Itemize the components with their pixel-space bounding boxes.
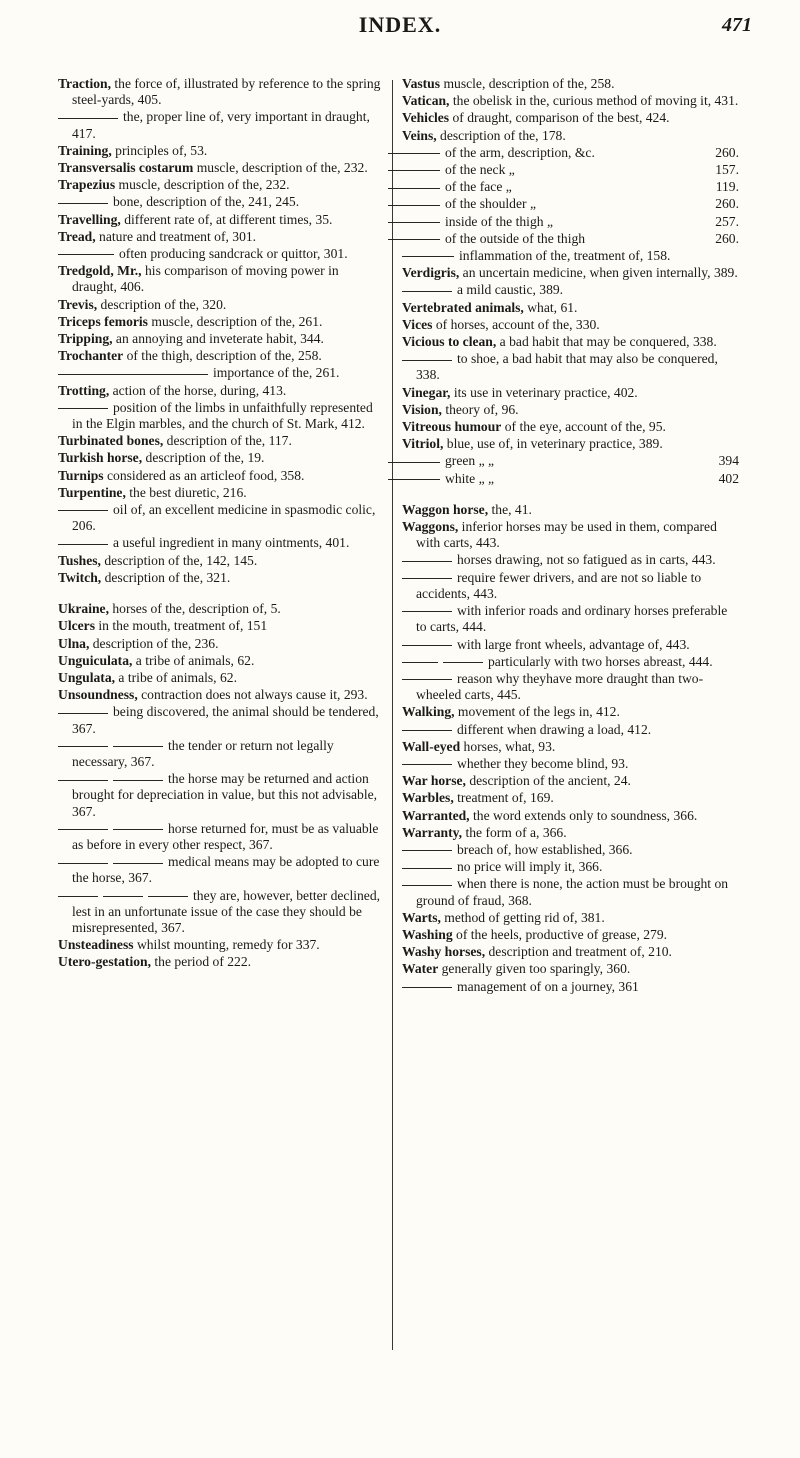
entry-text: horses of the, description of, 5.: [108, 601, 281, 617]
entry-text: description of the, 117.: [163, 433, 292, 449]
subentry-page: 260.: [715, 144, 739, 160]
entry-text: an annoying and inveterate habit, 344.: [112, 331, 324, 347]
dash-rule: [402, 850, 452, 851]
entry-text: principles of, 53.: [111, 142, 208, 158]
subentry-label-wrap: [402, 145, 595, 161]
entry-text: what, 61.: [523, 299, 578, 315]
subentry-text: reason why theyhave more draught than two-wheeled carts, 445.: [416, 670, 704, 703]
entry-text: muscle, description of the, 232.: [193, 160, 368, 176]
dash-rule: [58, 896, 98, 897]
letter-gap: [58, 587, 385, 601]
dash-rule: [388, 205, 440, 206]
index-entry: [58, 212, 385, 228]
index-entry: [402, 76, 739, 92]
index-entry: [402, 739, 739, 755]
subentry-text: management of on a journey, 361: [457, 978, 639, 994]
index-entry: [402, 502, 739, 518]
entry-text: the best diuretic, 216.: [125, 484, 247, 500]
subentry-text: a useful ingredient in many ointments, 401.: [113, 535, 350, 551]
index-subentry: [402, 876, 739, 908]
subentry-text: particularly with two horses abreast, 444.: [488, 653, 713, 669]
index-entry: [58, 229, 385, 245]
subentry-page: 119.: [715, 179, 739, 195]
index-entry: [402, 519, 739, 551]
dash-rule: [402, 679, 452, 680]
dash-rule: [402, 291, 452, 292]
entry-heading: Vinegar,: [402, 384, 451, 400]
index-subentry: [402, 859, 739, 875]
dash-rule: [58, 374, 208, 375]
entry-text: in the mouth, treatment of, 151: [95, 618, 268, 634]
entry-heading: Wall-eyed: [402, 738, 461, 754]
entry-heading: Vicious to clean,: [402, 334, 497, 350]
entry-heading: Turnips: [58, 467, 104, 483]
entry-heading: Twitch,: [58, 569, 102, 585]
index-entry: [402, 419, 739, 435]
dash-rule: [58, 118, 118, 119]
index-entry: [402, 910, 739, 926]
entry-text: muscle, description of the, 261.: [147, 313, 323, 329]
subentry-label: of the face „: [445, 179, 512, 195]
dash-rule: [103, 896, 143, 897]
dash-rule: [402, 578, 452, 579]
entry-text: the obelisk in the, curious method of moving it, 431.: [449, 93, 739, 109]
index-entry: [58, 297, 385, 313]
index-subentry-row: [402, 231, 739, 247]
entry-heading: Ulcers: [58, 618, 95, 634]
entry-heading: Turpentine,: [58, 484, 126, 500]
entry-heading: Vision,: [402, 401, 442, 417]
subentry-label-wrap: [402, 214, 553, 230]
entry-heading: War horse,: [402, 773, 466, 789]
subentry-text: being discovered, the animal should be tendered, 367.: [72, 704, 379, 736]
dash-rule: [402, 561, 452, 562]
index-entry: [58, 348, 385, 364]
dash-rule: [113, 863, 163, 864]
index-entry: [58, 468, 385, 484]
index-entry: [402, 402, 739, 418]
entry-heading: Tredgold, Mr.,: [58, 263, 142, 279]
index-column-left: [58, 76, 385, 972]
index-subentry: [58, 502, 385, 534]
entry-text: description of the, 178.: [436, 127, 566, 143]
entry-text: whilst mounting, remedy for 337.: [133, 937, 320, 953]
entry-heading: Walking,: [402, 704, 455, 720]
dash-rule: [58, 713, 108, 714]
index-entry: [402, 773, 739, 789]
index-subentry: [58, 771, 385, 820]
index-subentry-row: [402, 162, 739, 178]
dash-rule: [443, 662, 483, 663]
dash-rule: [402, 764, 452, 765]
subentry-page: 260.: [715, 230, 739, 246]
dash-rule: [58, 254, 114, 255]
index-subentry: [58, 854, 385, 886]
index-subentry: [402, 282, 739, 298]
entry-text: the form of a, 366.: [462, 824, 567, 840]
index-subentry: [402, 351, 739, 383]
subentry-text: breach of, how established, 366.: [457, 841, 633, 857]
dash-rule: [58, 544, 108, 545]
subentry-text: often producing sandcrack or quittor, 301.: [119, 246, 348, 262]
dash-rule: [388, 222, 440, 223]
entry-heading: Trevis,: [58, 296, 98, 312]
index-entry: [58, 553, 385, 569]
entry-text: of the eye, account of the, 95.: [501, 419, 666, 435]
entry-heading: Washing: [402, 926, 453, 942]
entry-heading: Waggons,: [402, 519, 459, 535]
dash-rule: [113, 746, 163, 747]
subentry-label-wrap: [402, 196, 536, 212]
entry-text: the period of 222.: [151, 954, 252, 970]
dash-rule: [388, 239, 440, 240]
dash-rule: [402, 987, 452, 988]
index-entry: [402, 944, 739, 960]
entry-heading: Unguiculata,: [58, 652, 133, 668]
entry-text: description of the, 236.: [89, 635, 219, 651]
index-entry: [402, 110, 739, 126]
dash-rule: [388, 462, 440, 463]
entry-text: the, 41.: [488, 501, 532, 517]
subentry-text: with inferior roads and ordinary horses preferable to carts, 444.: [416, 603, 728, 635]
entry-text: of the heels, productive of grease, 279.: [452, 926, 668, 942]
entry-heading: Utero-gestation,: [58, 954, 151, 970]
entry-text: description of the, 320.: [97, 296, 227, 312]
entry-heading: Triceps femoris: [58, 313, 148, 329]
entry-text: of horses, account of the, 330.: [432, 316, 600, 332]
index-entry: [58, 143, 385, 159]
index-entry: [58, 570, 385, 586]
subentry-page: 260.: [715, 196, 739, 212]
entry-heading: Warranted,: [402, 807, 470, 823]
entry-heading: Veins,: [402, 127, 437, 143]
entry-text: generally given too sparingly, 360.: [438, 961, 631, 977]
dash-rule: [58, 863, 108, 864]
entry-text: inferior horses may be used in them, compared with carts, 443.: [416, 519, 717, 551]
index-entry: [402, 927, 739, 943]
entry-text: muscle, description of the, 232.: [115, 177, 290, 193]
subentry-text: horse returned for, must be as valuable as before in every other respect, 367.: [72, 820, 379, 852]
index-subentry: [402, 248, 739, 264]
index-entry: [402, 128, 739, 144]
index-entry: [58, 383, 385, 399]
subentry-text: the tender or return not legally necessary, 367.: [72, 737, 334, 769]
entry-text: description of the, 321.: [101, 569, 231, 585]
page-header: [0, 12, 800, 46]
index-entry: [402, 265, 739, 281]
index-subentry: [402, 671, 739, 703]
index-subentry: [58, 109, 385, 141]
entry-text: of the thigh, description of the, 258.: [123, 348, 322, 364]
index-subentry: [58, 194, 385, 210]
entry-heading: Warbles,: [402, 790, 454, 806]
entry-heading: Vitreous humour: [402, 419, 502, 435]
dash-rule: [388, 153, 440, 154]
dash-rule: [113, 829, 163, 830]
subentry-page: 402: [718, 470, 739, 486]
entry-text: movement of the legs in, 412.: [454, 704, 620, 720]
subentry-text: require fewer drivers, and are not so liable to accidents, 443.: [416, 569, 702, 601]
entry-heading: Water: [402, 961, 439, 977]
entry-heading: Warranty,: [402, 824, 463, 840]
index-subentry: [402, 756, 739, 772]
index-entry: [402, 961, 739, 977]
entry-heading: Turbinated bones,: [58, 433, 164, 449]
entry-text: description of the, 142, 145.: [100, 552, 258, 568]
index-subentry: [58, 738, 385, 770]
entry-heading: Trapezius: [58, 177, 116, 193]
dash-rule: [402, 645, 452, 646]
index-subentry: [402, 570, 739, 602]
entry-text: action of the horse, during, 413.: [109, 382, 287, 398]
subentry-text: the horse may be returned and action brought for depreciation in value, but this not advisable, 367.: [72, 771, 378, 819]
entry-heading: Waggon horse,: [402, 501, 489, 517]
subentry-text: a mild caustic, 389.: [457, 282, 564, 298]
entry-heading: Ukraine,: [58, 601, 109, 617]
index-subentry-row: [402, 214, 739, 230]
index-subentry: [402, 603, 739, 635]
index-entry: [402, 436, 739, 452]
dash-rule: [388, 188, 440, 189]
index-entry: [58, 601, 385, 617]
entry-text: its use in veterinary practice, 402.: [450, 384, 638, 400]
dash-rule: [58, 510, 108, 511]
subentry-text: oil of, an excellent medicine in spasmodic colic, 206.: [72, 502, 376, 534]
subentry-label-wrap: [402, 179, 512, 195]
entry-heading: Traction,: [58, 76, 111, 91]
entry-text: a bad habit that may be conquered, 338.: [496, 334, 717, 350]
entry-heading: Vehicles: [402, 110, 450, 126]
index-entry: [58, 954, 385, 970]
index-column-right: [402, 76, 739, 996]
subentry-label: of the arm, description, &c.: [445, 144, 595, 160]
dash-rule: [58, 829, 108, 830]
subentry-text: with large front wheels, advantage of, 443.: [457, 636, 690, 652]
subentry-text: bone, description of the, 241, 245.: [113, 194, 300, 210]
subentry-text: inflammation of the, treatment of, 158.: [459, 248, 671, 264]
index-subentry: [58, 246, 385, 262]
subentry-label: white „ „: [445, 470, 495, 486]
entry-heading: Tread,: [58, 228, 96, 244]
entry-text: description of the, 19.: [142, 450, 265, 466]
subentry-label-wrap: [402, 453, 494, 469]
letter-gap: [402, 488, 739, 502]
entry-text: nature and treatment of, 301.: [95, 228, 257, 244]
entry-heading: Tushes,: [58, 552, 101, 568]
index-subentry: [402, 979, 739, 995]
entry-heading: Turkish horse,: [58, 450, 143, 466]
entry-heading: Warts,: [402, 909, 441, 925]
entry-text: method of getting rid of, 381.: [440, 909, 605, 925]
index-subentry: [58, 535, 385, 551]
entry-heading: Training,: [58, 142, 112, 158]
entry-heading: Washy horses,: [402, 944, 486, 960]
index-subentry: [58, 888, 385, 937]
dash-rule: [402, 662, 438, 663]
index-entry: [58, 433, 385, 449]
dash-rule: [58, 203, 108, 204]
index-subentry: [58, 365, 385, 381]
entry-heading: Unsoundness,: [58, 687, 138, 703]
index-entry: [58, 76, 385, 108]
entry-text: horses, what, 93.: [460, 738, 556, 754]
entry-heading: Ungulata,: [58, 669, 116, 685]
entry-heading: Trochanter: [58, 348, 124, 364]
index-entry: [58, 331, 385, 347]
index-subentry-row: [402, 179, 739, 195]
dash-rule: [58, 746, 108, 747]
entry-text: blue, use of, in veterinary practice, 389.: [443, 436, 663, 452]
entry-text: a tribe of animals, 62.: [132, 652, 255, 668]
index-subentry: [58, 704, 385, 736]
entry-heading: Vastus: [402, 76, 441, 91]
entry-text: of draught, comparison of the best, 424.: [449, 110, 670, 126]
index-entry: [58, 485, 385, 501]
subentry-label: inside of the thigh „: [445, 213, 553, 229]
index-entry: [58, 450, 385, 466]
dash-rule: [402, 730, 452, 731]
entry-text: considered as an articleof food, 358.: [103, 467, 305, 483]
subentry-text: different when drawing a load, 412.: [457, 721, 652, 737]
subentry-text: they are, however, better declined, lest in an unfortunate issue of the case they should be misrepresented, 367.: [72, 887, 381, 935]
entry-heading: Ulna,: [58, 635, 90, 651]
entry-heading: Vices: [402, 316, 433, 332]
index-subentry: [58, 821, 385, 853]
entry-heading: Unsteadiness: [58, 937, 134, 953]
index-subentry-row: [402, 453, 739, 469]
dash-rule: [58, 408, 108, 409]
page-number: 471: [722, 14, 752, 36]
index-entry: [58, 937, 385, 953]
entry-text: the force of, illustrated by reference to the spring steel-yards, 405.: [72, 76, 381, 108]
entry-heading: Vatican,: [402, 93, 450, 109]
subentry-label-wrap: [402, 231, 585, 247]
index-entry: [402, 704, 739, 720]
subentry-text: position of the limbs in unfaithfully represented in the Elgin marbles, and the church of St. Mark, 412.: [72, 399, 373, 432]
index-entry: [58, 314, 385, 330]
entry-heading: Tripping,: [58, 331, 113, 347]
subentry-text: medical means may be adopted to cure the horse, 367.: [72, 854, 380, 886]
dash-rule: [402, 885, 452, 886]
index-subentry-row: [402, 196, 739, 212]
entry-text: his comparison of moving power in draught, 406.: [72, 263, 339, 295]
index-subentry-row: [402, 471, 739, 487]
subentry-label-wrap: [402, 471, 494, 487]
subentry-label: of the neck „: [445, 162, 515, 178]
subentry-text: when there is none, the action must be brought on ground of fraud, 368.: [416, 876, 729, 908]
index-subentry: [402, 637, 739, 653]
index-entry: [402, 825, 739, 841]
dash-rule: [402, 611, 452, 612]
subentry-label: of the shoulder „: [445, 196, 536, 212]
index-subentry: [402, 552, 739, 568]
index-entry: [58, 653, 385, 669]
dash-rule: [388, 170, 440, 171]
index-subentry: [402, 654, 739, 670]
column-divider: [392, 80, 393, 1350]
dash-rule: [402, 360, 452, 361]
index-entry: [58, 177, 385, 193]
index-entry: [58, 670, 385, 686]
index-entry: [402, 385, 739, 401]
index-subentry: [402, 722, 739, 738]
subentry-label: green „ „: [445, 453, 495, 469]
subentry-page: 394: [718, 453, 739, 469]
dash-rule: [388, 479, 440, 480]
index-entry: [402, 300, 739, 316]
index-entry: [402, 334, 739, 350]
index-entry: [402, 93, 739, 109]
subentry-label-wrap: [402, 162, 515, 178]
entry-heading: Vertebrated animals,: [402, 299, 524, 315]
dash-rule: [148, 896, 188, 897]
entry-text: the word extends only to soundness, 366.: [469, 807, 698, 823]
subentry-text: horses drawing, not so fatigued as in carts, 443.: [457, 552, 716, 568]
entry-text: description of the ancient, 24.: [465, 773, 631, 789]
dash-rule: [402, 256, 454, 257]
entry-text: different rate of, at different times, 35.: [120, 211, 333, 227]
entry-text: an uncertain medicine, when given internally, 389.: [459, 265, 738, 281]
entry-text: treatment of, 169.: [453, 790, 554, 806]
subentry-text: whether they become blind, 93.: [457, 755, 629, 771]
dash-rule: [113, 780, 163, 781]
entry-text: description and treatment of, 210.: [485, 944, 672, 960]
subentry-label: of the outside of the thigh: [445, 230, 586, 246]
subentry-text: importance of the, 261.: [213, 365, 340, 381]
index-entry: [402, 808, 739, 824]
entry-text: a tribe of animals, 62.: [115, 669, 237, 685]
index-subentry: [58, 400, 385, 432]
index-subentry: [402, 842, 739, 858]
entry-heading: Verdigris,: [402, 265, 460, 281]
entry-text: contraction does not always cause it, 293.: [137, 687, 368, 703]
entry-heading: Travelling,: [58, 211, 121, 227]
index-entry: [58, 263, 385, 295]
subentry-text: to shoe, a bad habit that may also be conquered, 338.: [416, 351, 718, 383]
index-subentry-row: [402, 145, 739, 161]
index-entry: [58, 687, 385, 703]
index-entry: [58, 636, 385, 652]
index-entry: [58, 160, 385, 176]
index-entry: [58, 618, 385, 634]
dash-rule: [58, 780, 108, 781]
entry-text: theory of, 96.: [441, 401, 519, 417]
subentry-text: no price will imply it, 366.: [457, 859, 603, 875]
index-entry: [402, 790, 739, 806]
subentry-text: the, proper line of, very important in draught, 417.: [72, 109, 370, 141]
entry-heading: Trotting,: [58, 382, 110, 398]
entry-heading: Vitriol,: [402, 436, 444, 452]
subentry-page: 257.: [715, 213, 739, 229]
entry-heading: Transversalis costarum: [58, 160, 194, 176]
page-title: INDEX.: [358, 12, 442, 37]
index-entry: [402, 317, 739, 333]
subentry-page: 157.: [715, 162, 739, 178]
entry-text: muscle, description of the, 258.: [440, 76, 615, 91]
dash-rule: [402, 868, 452, 869]
